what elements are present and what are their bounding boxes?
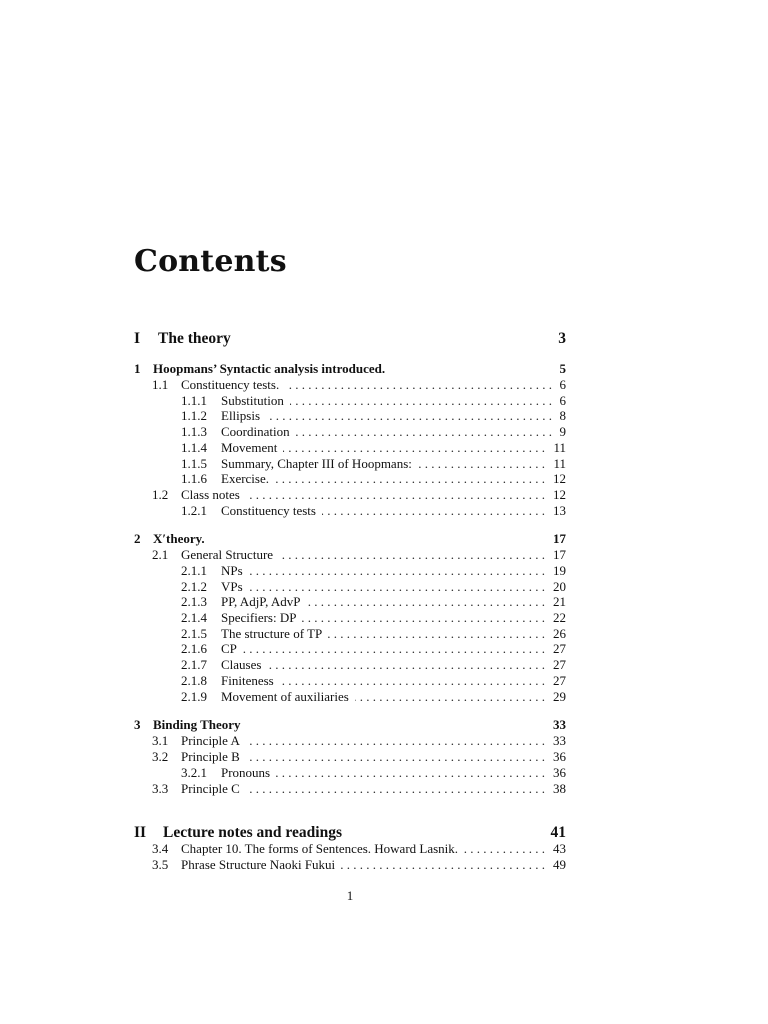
page-number: 1 — [346, 888, 354, 903]
toc-entry-section[interactable] — [0, 856, 768, 874]
toc-number: 1.1 — [152, 377, 169, 392]
toc-label: Substitution — [221, 393, 284, 408]
toc-number: 3.2.1 — [181, 765, 207, 780]
toc-page-number: 5 — [559, 361, 566, 376]
toc-number: 2.1.2 — [181, 579, 207, 594]
toc-leader-dots — [322, 502, 545, 520]
toc-page-number: 6 — [559, 393, 566, 408]
toc-label: Movement of auxiliaries — [221, 689, 349, 704]
toc-label: Principle C — [181, 781, 240, 796]
toc-page-number: 26 — [553, 626, 566, 641]
toc-number: 1.1.6 — [181, 471, 207, 486]
toc-label: Chapter 10. The forms of Sentences. Howard Lasnik. — [181, 841, 459, 856]
toc-number: I — [134, 330, 141, 347]
toc-number: 3.2 — [152, 749, 169, 764]
toc-number: 3.3 — [152, 781, 169, 796]
page-title: Contents — [134, 244, 287, 279]
toc-label: Principle B — [181, 749, 240, 764]
toc-label: Binding Theory — [153, 717, 241, 732]
toc-number: 2.1.5 — [181, 626, 207, 641]
toc-page-number: 8 — [559, 408, 566, 423]
toc-page-number: 19 — [553, 563, 566, 578]
toc-entry-subsection[interactable] — [0, 688, 768, 706]
toc-entry-subsection[interactable] — [0, 502, 768, 520]
toc-label: Phrase Structure Naoki Fukui — [181, 857, 336, 872]
toc-number: 3.4 — [152, 841, 169, 856]
toc-label: Exercise. — [221, 471, 270, 486]
toc-page-number: 12 — [553, 487, 566, 502]
toc-number: 3.1 — [152, 733, 169, 748]
toc-number: II — [134, 824, 147, 841]
toc-page-number: 13 — [553, 503, 566, 518]
toc-page-number: 27 — [553, 673, 566, 688]
toc-page-number: 17 — [553, 531, 566, 546]
toc-page-number: 11 — [553, 440, 566, 455]
toc-page-number: 11 — [553, 456, 566, 471]
toc-label: Principle A — [181, 733, 240, 748]
toc-entry-section[interactable] — [0, 780, 768, 798]
toc-label: NPs — [221, 563, 243, 578]
toc-number: 1.1.3 — [181, 424, 207, 439]
toc-label: Movement — [221, 440, 278, 455]
toc-page-number: 36 — [553, 749, 566, 764]
toc-page-number: 22 — [553, 610, 566, 625]
toc-number: 1.1.5 — [181, 456, 207, 471]
toc-label: Coordination — [221, 424, 290, 439]
toc-number: 2.1.6 — [181, 641, 207, 656]
toc-number: 2.1.3 — [181, 594, 207, 609]
toc-page-number: 6 — [559, 377, 566, 392]
toc-page-number: 38 — [553, 781, 566, 796]
toc-number: 3 — [134, 717, 141, 732]
toc-label: General Structure — [181, 547, 274, 562]
toc-number: 2.1 — [152, 547, 169, 562]
toc-number: 1.1.4 — [181, 440, 207, 455]
toc-page-number: 43 — [553, 841, 566, 856]
toc-label: CP — [221, 641, 237, 656]
toc-label: Hoopmans’ Syntactic analysis introduced. — [153, 361, 386, 376]
toc-page-number: 9 — [559, 424, 566, 439]
toc-number: 2 — [134, 531, 141, 546]
toc-leader-dots — [355, 688, 545, 706]
toc-page-number: 33 — [553, 717, 566, 732]
toc-page-number: 27 — [553, 641, 566, 656]
toc-page-number: 33 — [553, 733, 566, 748]
toc-label: Summary, Chapter III of Hoopmans: — [221, 456, 412, 471]
toc-label: Finiteness — [221, 673, 274, 688]
toc-label: The theory — [158, 330, 231, 347]
toc-number: 3.5 — [152, 857, 169, 872]
toc-entry-part[interactable] — [0, 328, 768, 350]
toc-number: 2.1.8 — [181, 673, 207, 688]
toc-page-number: 29 — [553, 689, 566, 704]
toc-page-number: 49 — [553, 857, 566, 872]
toc-label: X′theory. — [153, 531, 205, 546]
toc-page-number: 36 — [553, 765, 566, 780]
toc-label: VPs — [221, 579, 243, 594]
toc-label: Constituency tests. — [181, 377, 280, 392]
toc-number: 2.1.7 — [181, 657, 207, 672]
toc-label: Pronouns — [221, 765, 271, 780]
toc-number: 2.1.1 — [181, 563, 207, 578]
toc-leader-dots — [246, 780, 545, 798]
toc-label: Clauses — [221, 657, 262, 672]
toc-label: PP, AdjP, AdvP — [221, 594, 301, 609]
toc-page-number: 41 — [550, 824, 566, 841]
toc-number: 1.2 — [152, 487, 169, 502]
toc-number: 2.1.4 — [181, 610, 207, 625]
toc-number: 1.1.2 — [181, 408, 207, 423]
toc-page-number: 21 — [553, 594, 566, 609]
toc-label: The structure of TP — [221, 626, 323, 641]
toc-label: Constituency tests — [221, 503, 316, 518]
toc-page-number: 27 — [553, 657, 566, 672]
toc-label: Specifiers: DP — [221, 610, 297, 625]
toc-label: Class notes — [181, 487, 240, 502]
toc-page-number: 12 — [553, 471, 566, 486]
toc-label: Lecture notes and readings — [163, 824, 342, 841]
toc-page-number: 3 — [558, 330, 566, 347]
toc-page-number: 17 — [553, 547, 566, 562]
toc-leader-dots — [341, 856, 545, 874]
toc-number: 1 — [134, 361, 141, 376]
toc-label: Ellipsis — [221, 408, 261, 423]
toc-page-number: 20 — [553, 579, 566, 594]
toc-number: 2.1.9 — [181, 689, 207, 704]
toc-number: 1.2.1 — [181, 503, 207, 518]
toc-number: 1.1.1 — [181, 393, 207, 408]
